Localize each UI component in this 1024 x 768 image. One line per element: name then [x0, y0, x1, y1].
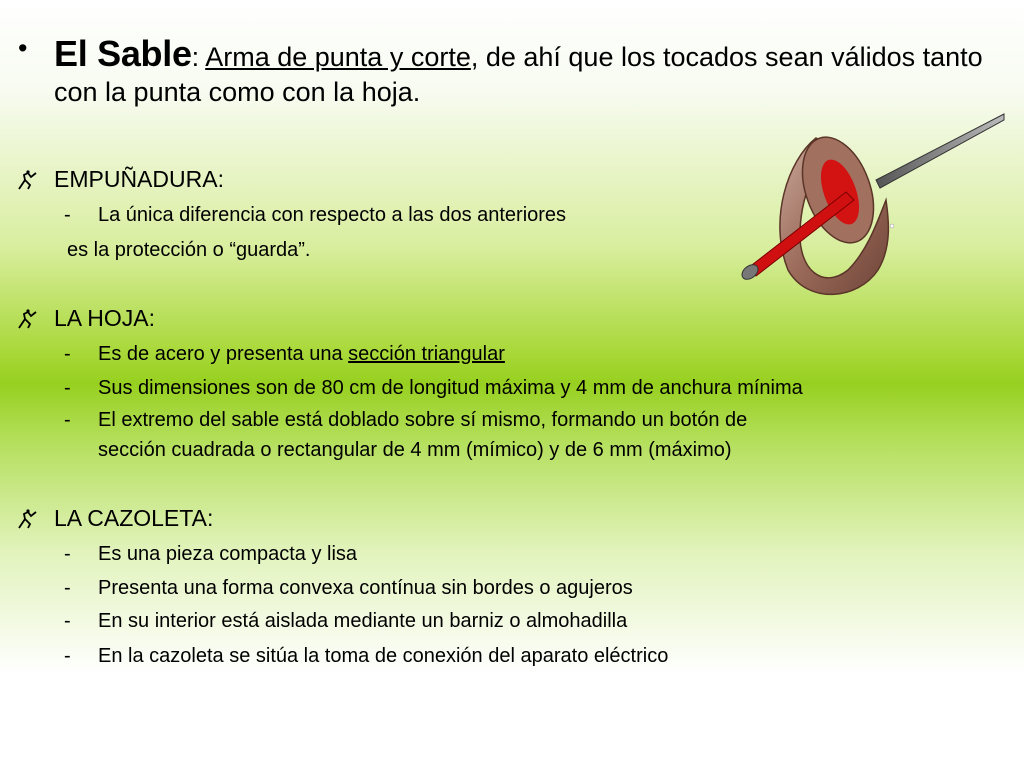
dash-marker: -	[64, 577, 71, 599]
list-item-text: Presenta una forma convexa contínua sin bordes o agujeros	[98, 577, 633, 599]
list-item-text: En su interior está aislada mediante un barniz o almohadilla	[98, 610, 628, 632]
dash-marker: -	[64, 377, 71, 399]
title-bold-term: El Sable	[54, 33, 192, 74]
list-item-text	[98, 338, 505, 370]
title-underlined-phrase: Arma de punta y corte	[205, 42, 471, 72]
list-item-text: Es una pieza compacta y lisa	[98, 543, 358, 565]
dash-marker: -	[64, 610, 71, 632]
section-heading: EMPUÑADURA:	[54, 166, 224, 192]
dash-marker: -	[64, 409, 71, 431]
fencer-icon	[16, 169, 38, 191]
section-heading: LA HOJA:	[54, 305, 155, 331]
sabre-image	[728, 100, 1018, 310]
list-item-text: La única diferencia con respecto a las dos anteriores	[98, 204, 567, 226]
dash-marker: -	[64, 204, 71, 226]
fencer-icon	[16, 308, 38, 330]
list-item-text: sección cuadrada o rectangular de 4 mm (mímico) y de 6 mm (máximo)	[98, 439, 732, 461]
dash-marker: -	[64, 343, 71, 365]
list-item-text: El extremo del sable está doblado sobre sí mismo, formando un botón de	[98, 409, 748, 431]
list-item-text: Sus dimensiones son de 80 cm de longitud máxima y 4 mm de anchura mínima	[98, 377, 803, 399]
title-colon: :	[191, 42, 200, 72]
fencer-icon	[16, 508, 38, 530]
section-heading: LA CAZOLETA:	[54, 505, 214, 531]
slide-title	[18, 32, 1008, 109]
dash-marker: -	[64, 543, 71, 565]
list-item-prefix: Es de acero y presenta una	[98, 343, 349, 365]
underlined-term: sección triangular	[348, 343, 505, 365]
dash-marker: -	[64, 645, 71, 667]
list-item-text: En la cazoleta se sitúa la toma de conexión del aparato eléctrico	[98, 645, 669, 667]
title-rest: , de ahí que los tocados sean válidos tanto con la punta como con la hoja.	[54, 42, 983, 107]
title-bullet: •	[18, 33, 28, 63]
continuation-text: es la protección o “guarda”.	[67, 239, 311, 261]
